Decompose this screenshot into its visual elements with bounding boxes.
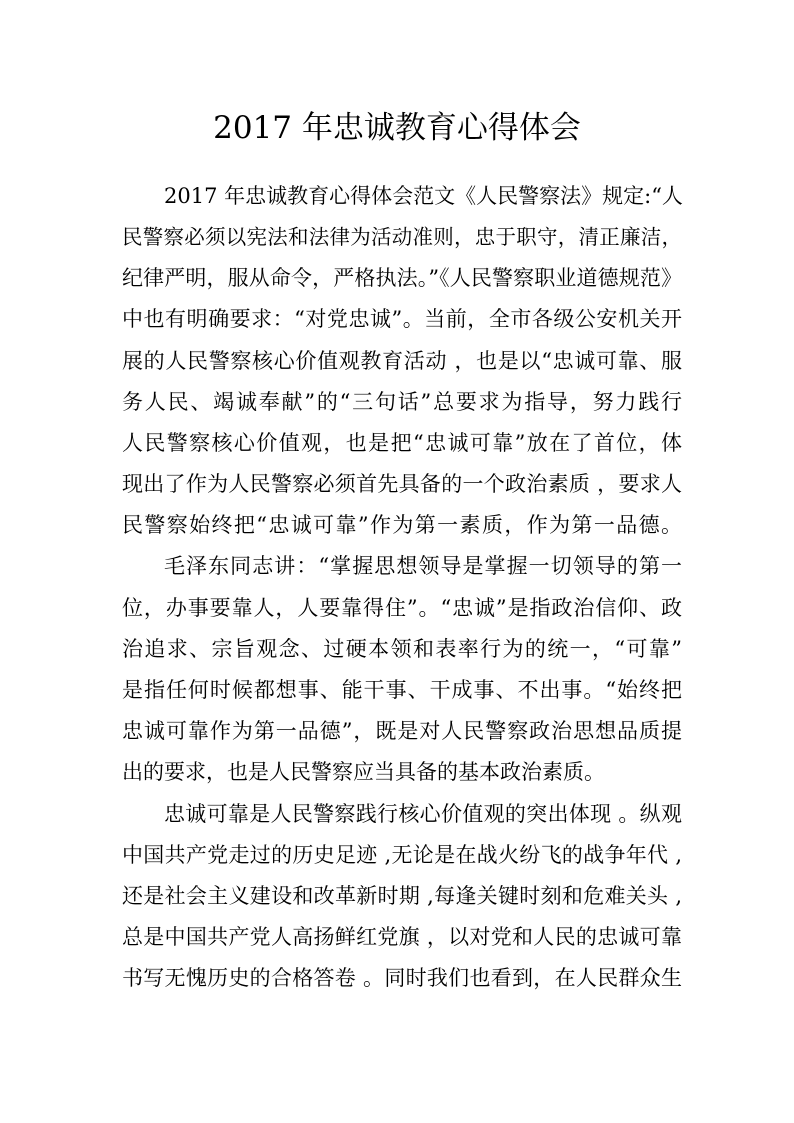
paragraph-line: 还是社会主义建设和改革新时期 ,每逢关键时刻和危难关头 , <box>122 884 682 908</box>
paragraph-line: 毛泽东同志讲：“掌握思想领导是掌握一切领导的第一 <box>164 554 682 578</box>
paragraph-line: 忠诚可靠是人民警察践行核心价值观的突出体现 。纵观 <box>164 802 682 826</box>
paragraph-line: 是指任何时候都想事、能干事、干成事、不出事。“始终把 <box>122 678 682 702</box>
page-title: 2017 年忠诚教育心得体会 <box>213 110 581 146</box>
paragraph-line: 中国共产党走过的历史足迹 ,无论是在战火纷飞的战争年代 , <box>122 843 682 867</box>
paragraph-line: 纪律严明，服从命令，严格执法。”《人民警察职业道德规范》 <box>122 266 682 290</box>
paragraph-line: 出的要求，也是人民警察应当具备的基本政治素质。 <box>122 760 605 784</box>
paragraph-line: 书写无愧历史的合格答卷 。同时我们也看到，在人民群众生 <box>122 966 682 990</box>
paragraph-line: 2017 年忠诚教育心得体会范文《人民警察法》规定:“人 <box>164 184 683 208</box>
paragraph-line: 务人民、竭诚奉献”的“三句话”总要求为指导，努力践行 <box>122 390 682 414</box>
paragraph-line: 中也有明确要求：“对党忠诚”。当前，全市各级公安机关开 <box>122 307 682 331</box>
paragraph-line: 人民警察核心价值观，也是把“忠诚可靠”放在了首位，体 <box>122 431 682 455</box>
paragraph-line: 民警察始终把“忠诚可靠”作为第一素质，作为第一品德。 <box>122 513 682 537</box>
paragraph-line: 治追求、宗旨观念、过硬本领和表率行为的统一，“可靠” <box>122 637 682 661</box>
paragraph-line: 忠诚可靠作为第一品德”，既是对人民警察政治思想品质提 <box>122 719 682 743</box>
paragraph-line: 民警察必须以宪法和法律为活动准则，忠于职守，清正廉洁， <box>122 225 682 249</box>
paragraph-line: 总是中国共产党人高扬鲜红党旗 ，以对党和人民的忠诚可靠 <box>122 925 682 949</box>
paragraph-line: 位，办事要靠人，人要靠得住”。“忠诚”是指政治信仰、政 <box>122 596 682 620</box>
paragraph-line: 现出了作为人民警察必须首先具备的一个政治素质 ，要求人 <box>122 472 682 496</box>
paragraph-line: 展的人民警察核心价值观教育活动 ，也是以“忠诚可靠、服 <box>122 349 682 373</box>
